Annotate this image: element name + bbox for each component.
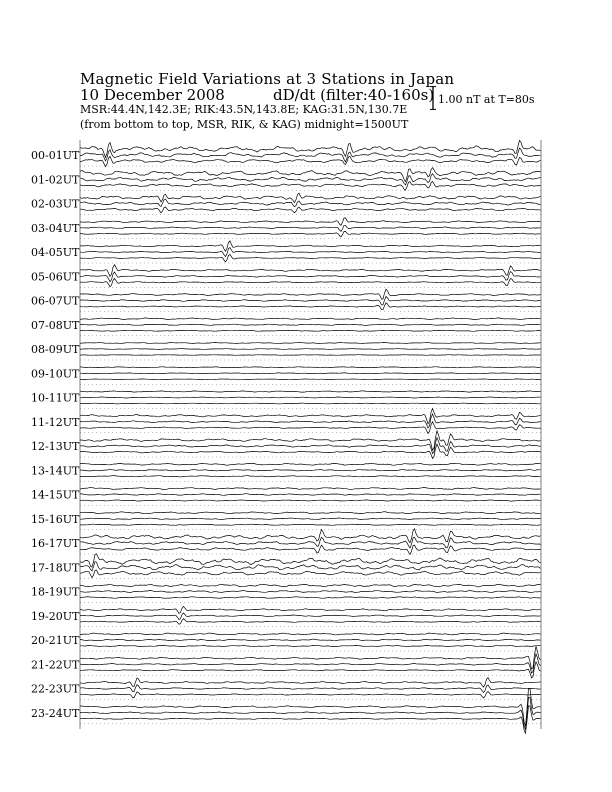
hour-label: 17-18UT xyxy=(31,561,80,575)
trace-kag xyxy=(80,646,541,669)
trace-msr xyxy=(80,330,541,331)
trace-kag xyxy=(80,633,541,635)
trace-msr xyxy=(80,181,541,190)
hour-label: 02-03UT xyxy=(31,197,80,211)
hour-label: 05-06UT xyxy=(31,270,80,284)
trace-rik xyxy=(80,349,541,350)
trace-rik xyxy=(80,639,541,641)
trace-kag xyxy=(80,391,541,392)
trace-kag xyxy=(80,488,541,490)
hour-row xyxy=(31,265,541,288)
station-coordinates: MSR:44.4N,142.3E; RIK:43.5N,143.8E; KAG:31.5N,130.7E xyxy=(80,103,408,116)
trace-msr xyxy=(80,355,541,356)
hour-label: 08-09UT xyxy=(31,343,80,356)
hour-row xyxy=(31,488,541,506)
hour-row xyxy=(31,409,541,434)
trace-msr xyxy=(80,422,541,434)
hour-row xyxy=(31,168,541,191)
hour-label: 07-08UT xyxy=(31,318,80,332)
trace-msr xyxy=(80,278,541,286)
trace-kag xyxy=(80,318,541,320)
hour-row xyxy=(31,241,541,263)
trace-msr xyxy=(80,255,541,262)
hour-label: 06-07UT xyxy=(31,294,80,308)
trace-rik xyxy=(80,537,541,548)
trace-rik xyxy=(80,697,541,729)
hour-label: 13-14UT xyxy=(31,464,80,478)
trace-msr xyxy=(80,231,541,236)
trace-msr xyxy=(80,706,541,734)
hour-label: 00-01UT xyxy=(31,149,80,162)
trace-kag xyxy=(80,241,541,251)
hour-row xyxy=(31,463,541,481)
hour-row xyxy=(31,606,541,626)
trace-msr xyxy=(80,570,541,578)
trace-msr xyxy=(80,207,541,213)
hour-label: 16-17UT xyxy=(31,537,80,550)
hour-row xyxy=(31,678,541,700)
hour-row xyxy=(31,140,541,166)
hour-row xyxy=(31,512,541,530)
hour-row xyxy=(31,193,541,214)
hour-row xyxy=(31,529,541,555)
trace-rik xyxy=(80,324,541,325)
trace-rik xyxy=(80,272,541,282)
trace-msr xyxy=(80,403,541,404)
hour-row xyxy=(31,367,541,384)
trace-msr xyxy=(80,156,541,166)
hour-label: 14-15UT xyxy=(31,488,80,502)
trace-kag xyxy=(80,431,541,450)
trace-msr xyxy=(80,476,541,477)
trace-rik xyxy=(80,397,541,398)
trace-kag xyxy=(80,193,541,202)
trace-kag xyxy=(80,343,541,344)
hour-label: 18-19UT xyxy=(31,585,80,599)
trace-rik xyxy=(80,591,541,593)
trace-rik xyxy=(80,562,541,571)
hour-label: 20-21UT xyxy=(31,634,80,647)
hour-row xyxy=(31,318,541,336)
trace-kag xyxy=(80,529,541,543)
hour-label: 23-24UT xyxy=(31,706,80,720)
trace-kag xyxy=(80,512,541,514)
hour-label: 01-02UT xyxy=(31,173,80,187)
trace-msr xyxy=(80,500,541,501)
trace-kag xyxy=(80,367,541,368)
trace-rik xyxy=(80,174,541,185)
trace-msr xyxy=(80,303,541,310)
trace-rik xyxy=(80,297,541,305)
trace-msr xyxy=(80,692,541,699)
hour-row xyxy=(31,391,541,409)
hour-label: 10-11UT xyxy=(31,391,80,405)
hour-label: 12-13UT xyxy=(31,440,80,453)
trace-kag xyxy=(80,289,541,299)
trace-msr xyxy=(80,597,541,599)
trace-kag xyxy=(80,463,541,465)
trace-rik xyxy=(80,373,541,374)
chart-title: Magnetic Field Variations at 3 Stations in Japan xyxy=(80,70,455,88)
trace-msr xyxy=(80,379,541,380)
trace-rik xyxy=(80,438,541,454)
hour-label: 19-20UT xyxy=(31,609,80,623)
trace-msr xyxy=(80,524,541,525)
hour-row xyxy=(31,554,541,578)
hour-label: 21-22UT xyxy=(31,658,80,672)
trace-kag xyxy=(80,140,541,157)
chart-mode: dD/dt (filter:40-160s) xyxy=(273,86,435,104)
hour-row xyxy=(31,633,541,651)
trace-kag xyxy=(80,218,541,226)
trace-kag xyxy=(80,584,541,587)
trace-rik xyxy=(80,494,541,496)
hour-row xyxy=(31,218,541,239)
trace-rik xyxy=(80,518,541,520)
trace-rik xyxy=(80,470,541,471)
trace-rik xyxy=(80,199,541,207)
hour-row xyxy=(31,343,541,361)
station-order-note: (from bottom to top, MSR, RIK, & KAG) midnight=1500UT xyxy=(80,118,409,131)
trace-kag xyxy=(80,554,541,567)
hour-row xyxy=(31,289,541,311)
hour-label: 11-12UT xyxy=(31,415,80,429)
hour-label: 15-16UT xyxy=(31,512,80,526)
trace-msr xyxy=(80,645,541,646)
trace-rik xyxy=(80,685,541,693)
trace-msr xyxy=(80,619,541,625)
hour-label: 03-04UT xyxy=(31,221,80,235)
trace-kag xyxy=(80,606,541,613)
trace-msr xyxy=(80,545,541,554)
hour-label: 22-23UT xyxy=(31,682,80,696)
hour-row xyxy=(31,431,541,459)
trace-rik xyxy=(80,248,541,257)
hour-row xyxy=(31,584,541,602)
trace-rik xyxy=(80,225,541,231)
trace-kag xyxy=(80,265,541,277)
trace-kag xyxy=(80,678,541,688)
hour-label: 09-10UT xyxy=(31,367,80,381)
trace-rik xyxy=(80,613,541,620)
chart-date: 10 December 2008 xyxy=(80,86,225,104)
hour-label: 04-05UT xyxy=(31,246,80,259)
scale-label: 1.00 nT at T=80s xyxy=(438,93,535,106)
